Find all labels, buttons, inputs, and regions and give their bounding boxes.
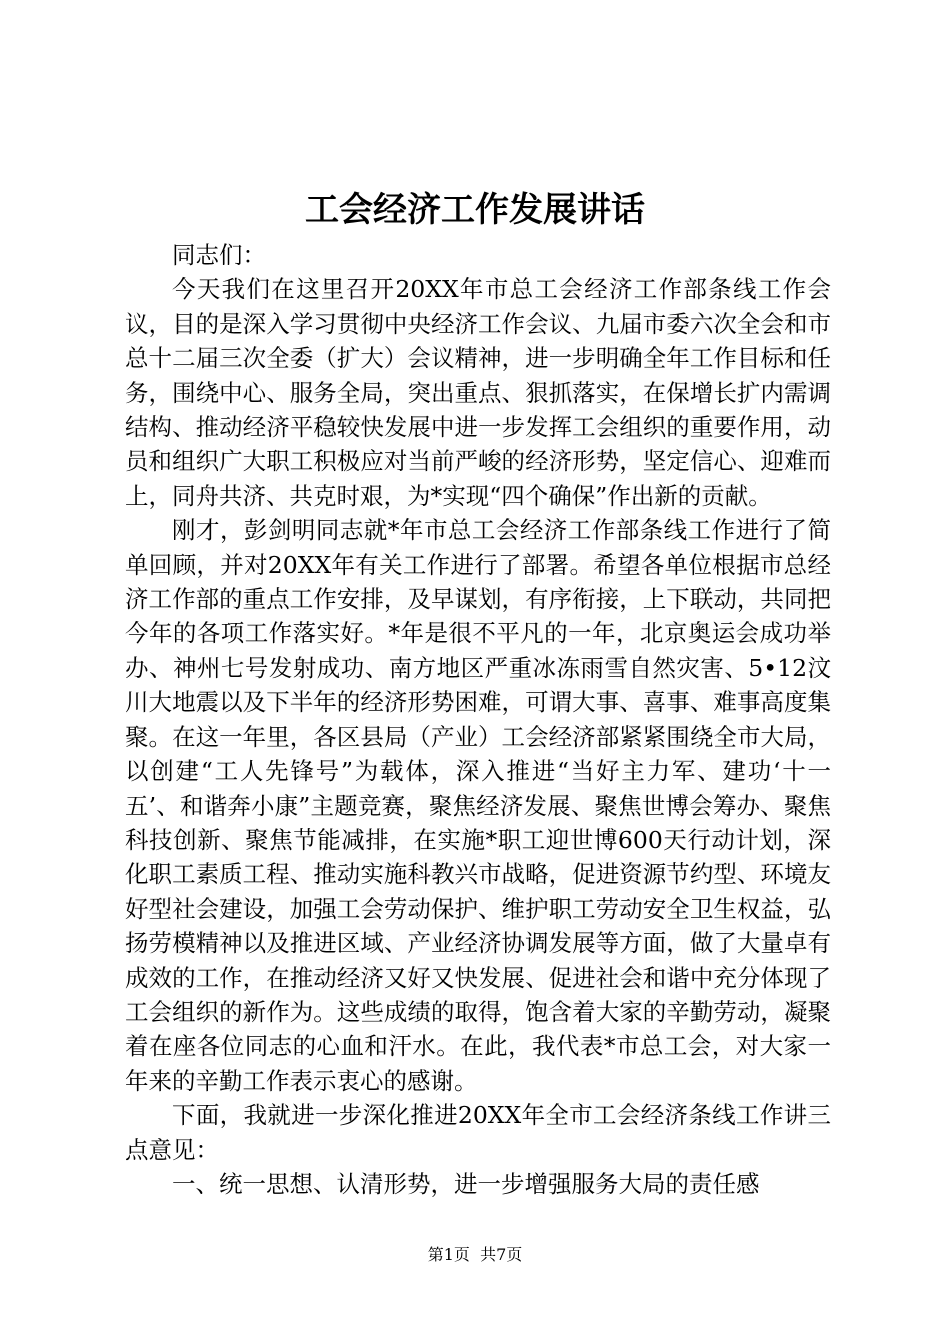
paragraph-review: 刚才，彭剑明同志就*年市总工会经济工作部条线工作进行了简单回顾，并对20XX年有关工作进行了部署。希望各单位根据市总经济工作部的重点工作安排，及早谋划，有序衔接，上下联动，共同把今年的各项工作落实好。*年是很不平凡的一年，北京奥运会成功举办、神州七号发射成功、南方地区严重冰冻雨雪自然灾害、5•12汶川大地震以及下半年的经济形势困难，可谓大事、喜事、难事高度集聚。在这一年里，各区县局（产业）工会经济部紧紧围绕全市大局，以创建“工人先锋号”为载体，深入推进“当好主力军、建功‘十一五’、和谐奔小康”主题竞赛，聚焦经济发展、聚焦世博会筹办、聚焦科技创新、聚焦节能减排，在实施*职工迎世博600天行动计划，深化职工素质工程、推动实施科教兴市战略，促进资源节约型、环境友好型社会建设，加强工会劳动保护、维护职工劳动安全卫生权益，弘扬劳模精神以及推进区域、产业经济协调发展等方面，做了大量卓有成效的工作，在推动经济又好又快发展、促进社会和谐中充分体现了工会组织的新作为。这些成绩的取得，饱含着大家的辛勤劳动，凝聚着在座各位同志的心血和汗水。在此，我代表*市总工会，对大家一年来的辛勤工作表示衷心的感谢。 <box>125 516 831 1095</box>
paragraph-intro-points: 下面，我就进一步深化推进20XX年全市工会经济条线工作讲三点意见： <box>125 1101 831 1164</box>
page-number-footer: 第1页 共7页 <box>427 1245 523 1264</box>
paragraph-point-one-heading: 一、统一思想、认清形势，进一步增强服务大局的责任感 <box>172 1169 760 1198</box>
document-title: 工会经济工作发展讲话 <box>305 190 645 230</box>
salutation: 同志们： <box>172 241 266 269</box>
document-body <box>125 238 831 1201</box>
paragraph-opening: 今天我们在这里召开20XX年市总工会经济工作部条线工作会议，目的是深入学习贯彻中央经济工作会议、九届市委六次全会和市总十二届三次全委（扩大）会议精神，进一步明确全年工作目标和任务，围绕中心、服务全局，突出重点、狠抓落实，在保增长扩内需调结构、推动经济平稳较快发展中进一步发挥工会组织的重要作用，动员和组织广大职工积极应对当前严峻的经济形势，坚定信心、迎难而上，同舟共济、共克时艰，为*实现“四个确保”作出新的贡献。 <box>125 275 831 510</box>
